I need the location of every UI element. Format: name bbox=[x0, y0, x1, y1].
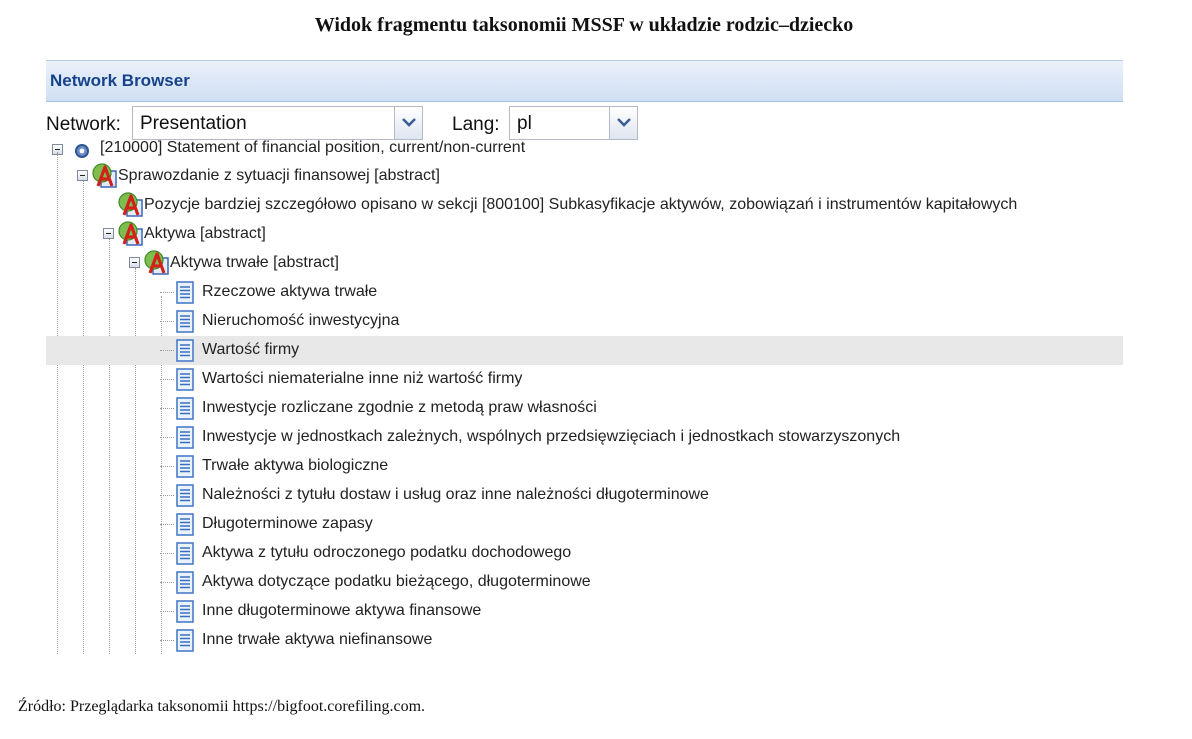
abstract-icon bbox=[92, 162, 118, 190]
tree-node-label: Pozycje bardziej szczegółowo opisano w sekcji [800100] Subkasyfikacje aktywów, zobowiązań i instrumentów kapitałowych bbox=[144, 196, 1018, 213]
document-icon bbox=[176, 629, 194, 652]
lang-combobox[interactable] bbox=[509, 106, 638, 140]
tree-guide-line bbox=[160, 495, 174, 496]
panel-title: Network Browser bbox=[50, 71, 190, 90]
tree-node-label: Wartość firmy bbox=[202, 341, 300, 358]
tree-node-label: Aktywa z tytułu odroczonego podatku dochodowego bbox=[202, 544, 572, 561]
abstract-icon bbox=[144, 249, 170, 277]
network-label: Network: bbox=[46, 114, 121, 135]
tree-guide-line bbox=[160, 640, 174, 641]
document-icon bbox=[176, 455, 194, 478]
tree-guide-line bbox=[160, 437, 174, 438]
tree-root-label: [210000] Statement of financial position, current/non-current bbox=[100, 139, 526, 156]
tree-row[interactable] bbox=[46, 307, 1123, 336]
document-icon bbox=[176, 310, 194, 333]
tree-row[interactable] bbox=[46, 278, 1123, 307]
tree-row[interactable] bbox=[46, 423, 1123, 452]
abstract-icon bbox=[118, 220, 144, 248]
tree-node-label: Rzeczowe aktywa trwałe bbox=[202, 283, 378, 300]
tree-guide-line bbox=[160, 553, 174, 554]
tree-node-label: Trwałe aktywa biologiczne bbox=[202, 457, 389, 474]
tree-row[interactable] bbox=[46, 220, 1123, 249]
tree-guide-line bbox=[160, 350, 174, 351]
document-icon bbox=[176, 368, 194, 391]
network-gear-icon bbox=[72, 142, 92, 160]
collapse-icon[interactable] bbox=[129, 257, 140, 268]
document-icon bbox=[176, 426, 194, 449]
tree-row[interactable] bbox=[46, 481, 1123, 510]
tree-node-label: Długoterminowe zapasy bbox=[202, 515, 373, 532]
tree-root-row[interactable] bbox=[46, 136, 1123, 165]
document-icon bbox=[176, 542, 194, 565]
network-combobox[interactable] bbox=[132, 106, 423, 140]
collapse-icon[interactable] bbox=[77, 170, 88, 181]
tree-guide-line bbox=[160, 466, 174, 467]
tree-guide-line bbox=[160, 321, 174, 322]
taxonomy-tree bbox=[46, 139, 1123, 654]
tree-node-label: Należności z tytułu dostaw i usług oraz inne należności długoterminowe bbox=[202, 486, 709, 503]
collapse-icon[interactable] bbox=[103, 228, 114, 239]
tree-guide-line bbox=[160, 611, 174, 612]
chevron-down-icon bbox=[402, 118, 416, 127]
tree-row[interactable] bbox=[46, 191, 1123, 220]
tree-node-label: Wartości niematerialne inne niż wartość firmy bbox=[202, 370, 523, 387]
network-dropdown-trigger[interactable] bbox=[394, 107, 422, 139]
tree-node-label: Aktywa trwałe [abstract] bbox=[170, 254, 339, 271]
tree-row[interactable] bbox=[46, 249, 1123, 278]
tree-node-label: Inwestycje w jednostkach zależnych, wspólnych przedsięwzięciach i jednostkach stowarzyszonych bbox=[202, 428, 901, 445]
tree-row[interactable] bbox=[46, 539, 1123, 568]
tree-node-label: Inne trwałe aktywa niefinansowe bbox=[202, 631, 433, 648]
tree-row[interactable] bbox=[46, 365, 1123, 394]
document-icon bbox=[176, 397, 194, 420]
tree-guide-line bbox=[160, 292, 174, 293]
tree-guide-line bbox=[160, 408, 174, 409]
lang-dropdown-trigger[interactable] bbox=[609, 107, 637, 139]
document-icon bbox=[176, 513, 194, 536]
tree-node-label: Aktywa dotyczące podatku bieżącego, długoterminowe bbox=[202, 573, 591, 590]
tree-row[interactable] bbox=[46, 162, 1123, 191]
network-value: Presentation bbox=[140, 113, 247, 134]
tree-row[interactable] bbox=[46, 336, 1123, 365]
tree-node-label: Aktywa [abstract] bbox=[144, 225, 266, 242]
document-icon bbox=[176, 600, 194, 623]
tree-guide-line bbox=[160, 582, 174, 583]
network-browser-panel bbox=[46, 60, 1123, 654]
document-icon bbox=[176, 281, 194, 304]
tree-node-label: Inne długoterminowe aktywa finansowe bbox=[202, 602, 482, 619]
tree-row[interactable] bbox=[46, 452, 1123, 481]
tree-node-label: Sprawozdanie z sytuacji finansowej [abstract] bbox=[118, 167, 440, 184]
panel-header bbox=[46, 60, 1123, 102]
tree-row[interactable] bbox=[46, 568, 1123, 597]
source-note: Źródło: Przeglądarka taksonomii https://bigfoot.corefiling.com. bbox=[18, 698, 426, 715]
document-icon bbox=[176, 339, 194, 362]
lang-label: Lang: bbox=[452, 114, 500, 135]
tree-guide-line bbox=[160, 379, 174, 380]
abstract-icon bbox=[118, 191, 144, 219]
tree-node-label: Inwestycje rozliczane zgodnie z metodą praw własności bbox=[202, 399, 597, 416]
tree-node-label: Nieruchomość inwestycyjna bbox=[202, 312, 400, 329]
tree-row[interactable] bbox=[46, 597, 1123, 626]
document-icon bbox=[176, 484, 194, 507]
lang-value: pl bbox=[517, 113, 532, 134]
tree-row[interactable] bbox=[46, 394, 1123, 423]
figure-title: Widok fragmentu taksonomii MSSF w układzie rodzic–dziecko bbox=[314, 14, 854, 36]
tree-row[interactable] bbox=[46, 510, 1123, 539]
chevron-down-icon bbox=[617, 118, 631, 127]
document-icon bbox=[176, 571, 194, 594]
tree-row[interactable] bbox=[46, 626, 1123, 654]
tree-guide-line bbox=[160, 524, 174, 525]
